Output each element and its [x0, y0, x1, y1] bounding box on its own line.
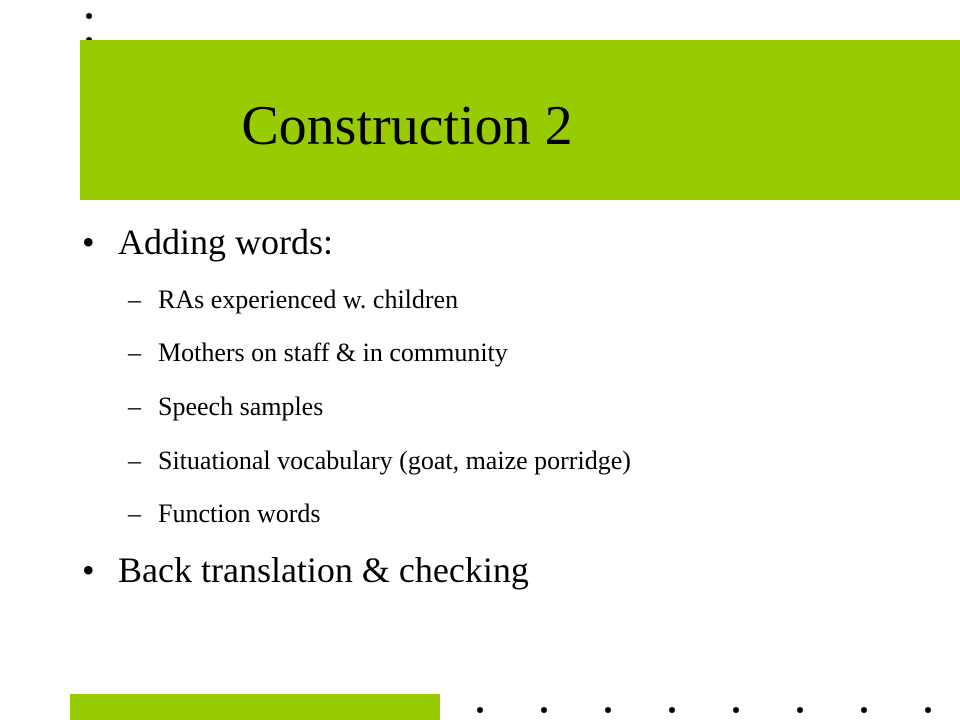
bullet-text: Adding words:	[118, 222, 333, 262]
sub-bullet-text: Situational vocabulary (goat, maize porridge)	[158, 446, 631, 475]
dash-marker: –	[128, 392, 141, 421]
sub-bullet-item	[128, 337, 508, 369]
bullet-text: Back translation & checking	[118, 550, 529, 590]
sub-bullet-item	[128, 284, 458, 316]
decorative-dot	[733, 707, 739, 713]
bullet-item	[82, 220, 333, 264]
decorative-dot	[86, 13, 92, 19]
sub-bullet-item	[128, 498, 321, 530]
footer-band	[70, 694, 440, 720]
decorative-dot	[861, 707, 867, 713]
dash-marker: –	[128, 285, 141, 314]
bullet-item	[82, 548, 529, 592]
bullet-marker: •	[82, 550, 95, 590]
sub-bullet-text: Function words	[158, 499, 321, 528]
sub-bullet-text: Mothers on staff & in community	[158, 338, 508, 367]
sub-bullet-item	[128, 445, 631, 477]
sub-bullet-text: Speech samples	[158, 392, 324, 421]
decorative-dot	[669, 707, 675, 713]
dash-marker: –	[128, 338, 141, 367]
sub-bullet-text: RAs experienced w. children	[158, 285, 459, 314]
decorative-dot	[541, 707, 547, 713]
dash-marker: –	[128, 446, 141, 475]
dash-marker: –	[128, 499, 141, 528]
bullet-marker: •	[82, 222, 95, 262]
decorative-dot	[477, 707, 483, 713]
decorative-dot	[797, 707, 803, 713]
slide-title: Construction 2	[241, 95, 573, 157]
sub-bullet-item	[128, 391, 323, 423]
decorative-dot	[925, 707, 931, 713]
decorative-dot	[605, 707, 611, 713]
